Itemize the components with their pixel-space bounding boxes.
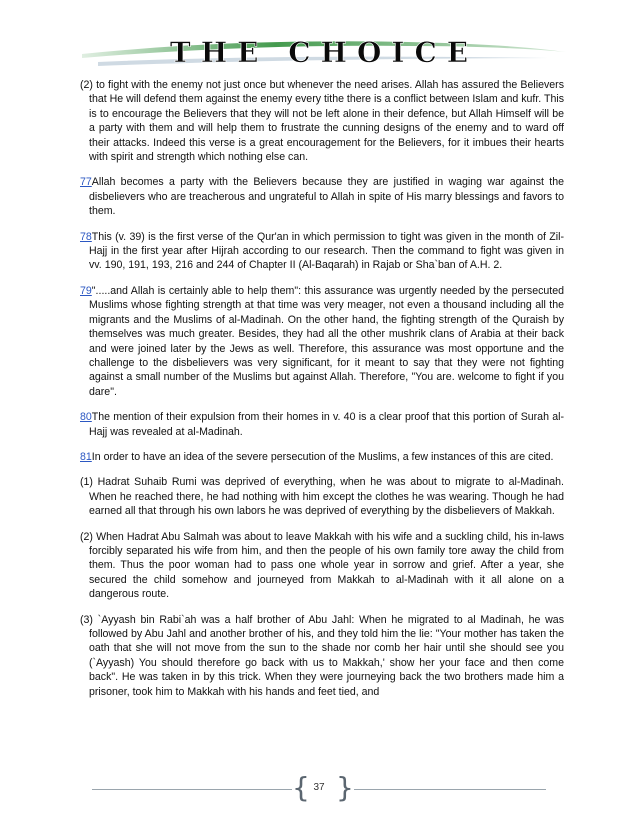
paragraph-text-7: (2) When Hadrat Abu Salmah was about to leave Makkah with his wife and a suckling child, his in-laws forcibly separated his wife from him, and then the people of his own family tore away the child from them. Thus the poor woman had to pass one whole year in sorrow and grief. After a year, she secured the child somehow and journeyed from Makkah to al-Madinah with it all alone on a dangerous route. bbox=[80, 530, 564, 601]
paragraph-text-0: (2) to fight with the enemy not just once but whenever the need arises. Allah has assured the Believers that He will defend them against the enemy every tithe there is a conflict between Islam and kufr. This is to encourage the Believers that they will not be left alone in their defence, but Allah Himself will be a party with them and will help them to frustrate the cunning designs of the enemy and to ward off their attacks. Indeed this verse is a great encouragement for the Believers, for it imbues their hearts with spirit and strength which nothing else can. bbox=[80, 79, 565, 164]
paragraph-5 bbox=[80, 450, 564, 464]
logo-graphic bbox=[78, 32, 570, 70]
paragraph-text-3: ".....and Allah is certainly able to help them": this assurance was urgently needed by the persecuted Muslims whose fighting strength at that time was very meager, not even a thousand including all the migrants and the Muslims of al-Madinah. On the other hand, the fighting strength of the Quraish by themselves was much greater. Besides, they had all the other mushrik clans of Arabia at their back and were joined later by the Jews as well. Therefore, this assurance was most opportune and the challenge to the disbelievers was very significant, for it meant to say that they were not fighting against a small number of the Muslims but against Allah. Therefore, "You are. welcome to fight if you dare". bbox=[89, 284, 564, 398]
footer-rule-right bbox=[354, 789, 546, 790]
footnote-ref-77[interactable]: 77 bbox=[80, 176, 92, 189]
footnote-ref-80[interactable]: 80 bbox=[80, 411, 92, 424]
footer-bracket-left: { bbox=[292, 771, 310, 804]
paragraph-text-1: Allah becomes a party with the Believers because they are justified in waging war against the disbelievers who are treacherous and ungrateful to Allah in spite of His marry blessings and favors to them. bbox=[89, 176, 564, 218]
footnote-ref-78[interactable]: 78 bbox=[80, 230, 92, 243]
paragraph-2 bbox=[80, 230, 564, 273]
logo-text: THE CHOICE bbox=[169, 36, 479, 69]
paragraph-3 bbox=[80, 284, 564, 399]
paragraph-text-5: In order to have an idea of the severe persecution of the Muslims, a few instances of this are cited. bbox=[91, 450, 554, 463]
paragraph-1 bbox=[80, 175, 564, 218]
paragraph-4 bbox=[80, 410, 564, 439]
paragraph-text-8: (3) `Ayyash bin Rabi`ah was a half brother of Abu Jahl: When he migrated to al Madinah, he was followed by Abu Jahl and another brother of his, and they told him the lie: "Your mother has taken the oath that she will not move from the sun to the shade nor comb her hair until she should see you (`Ayyash) You should therefore go back with us to Makkah,' show her your face and then come back". He was taken in by this trick. When they were journeying back the two brothers made him a prisoner, took him to Makkah with his hands and feet tied, and bbox=[80, 613, 564, 698]
paragraph-0 bbox=[80, 78, 564, 164]
paragraph-text-4: The mention of their expulsion from their homes in v. 40 is a clear proof that this portion of Surah al-Hajj was revealed at al-Madinah. bbox=[89, 411, 564, 438]
paragraph-text-6: (1) Hadrat Suhaib Rumi was deprived of everything, when he was about to migrate to al-Madinah. When he reached there, he had nothing with him except the clothes he was wearing. Though he had earned all that through his own labors he was deprived of everything by the disbelievers of Makkah. bbox=[80, 476, 564, 518]
footer-rule-left bbox=[92, 789, 292, 790]
footnote-ref-79[interactable]: 79 bbox=[80, 284, 92, 297]
page-number: 37 bbox=[313, 782, 325, 793]
paragraph-6 bbox=[80, 475, 564, 518]
header-logo-banner bbox=[78, 32, 570, 70]
page-footer bbox=[92, 773, 546, 807]
paragraph-7 bbox=[80, 530, 564, 602]
footnote-ref-81[interactable]: 81 bbox=[80, 450, 92, 463]
page-body bbox=[80, 78, 564, 710]
paragraph-8 bbox=[80, 613, 564, 699]
footer-bracket-right: } bbox=[336, 771, 354, 804]
paragraph-text-2: This (v. 39) is the first verse of the Qur'an in which permission to tight was given in the month of Zil-Hajj in the first year after Hijrah according to our research. Then the command to fight was given in vv. 190, 191, 193, 216 and 244 of Chapter II (Al-Baqarah) in Rajab or Sha`ban of A.H. 2. bbox=[89, 230, 564, 272]
